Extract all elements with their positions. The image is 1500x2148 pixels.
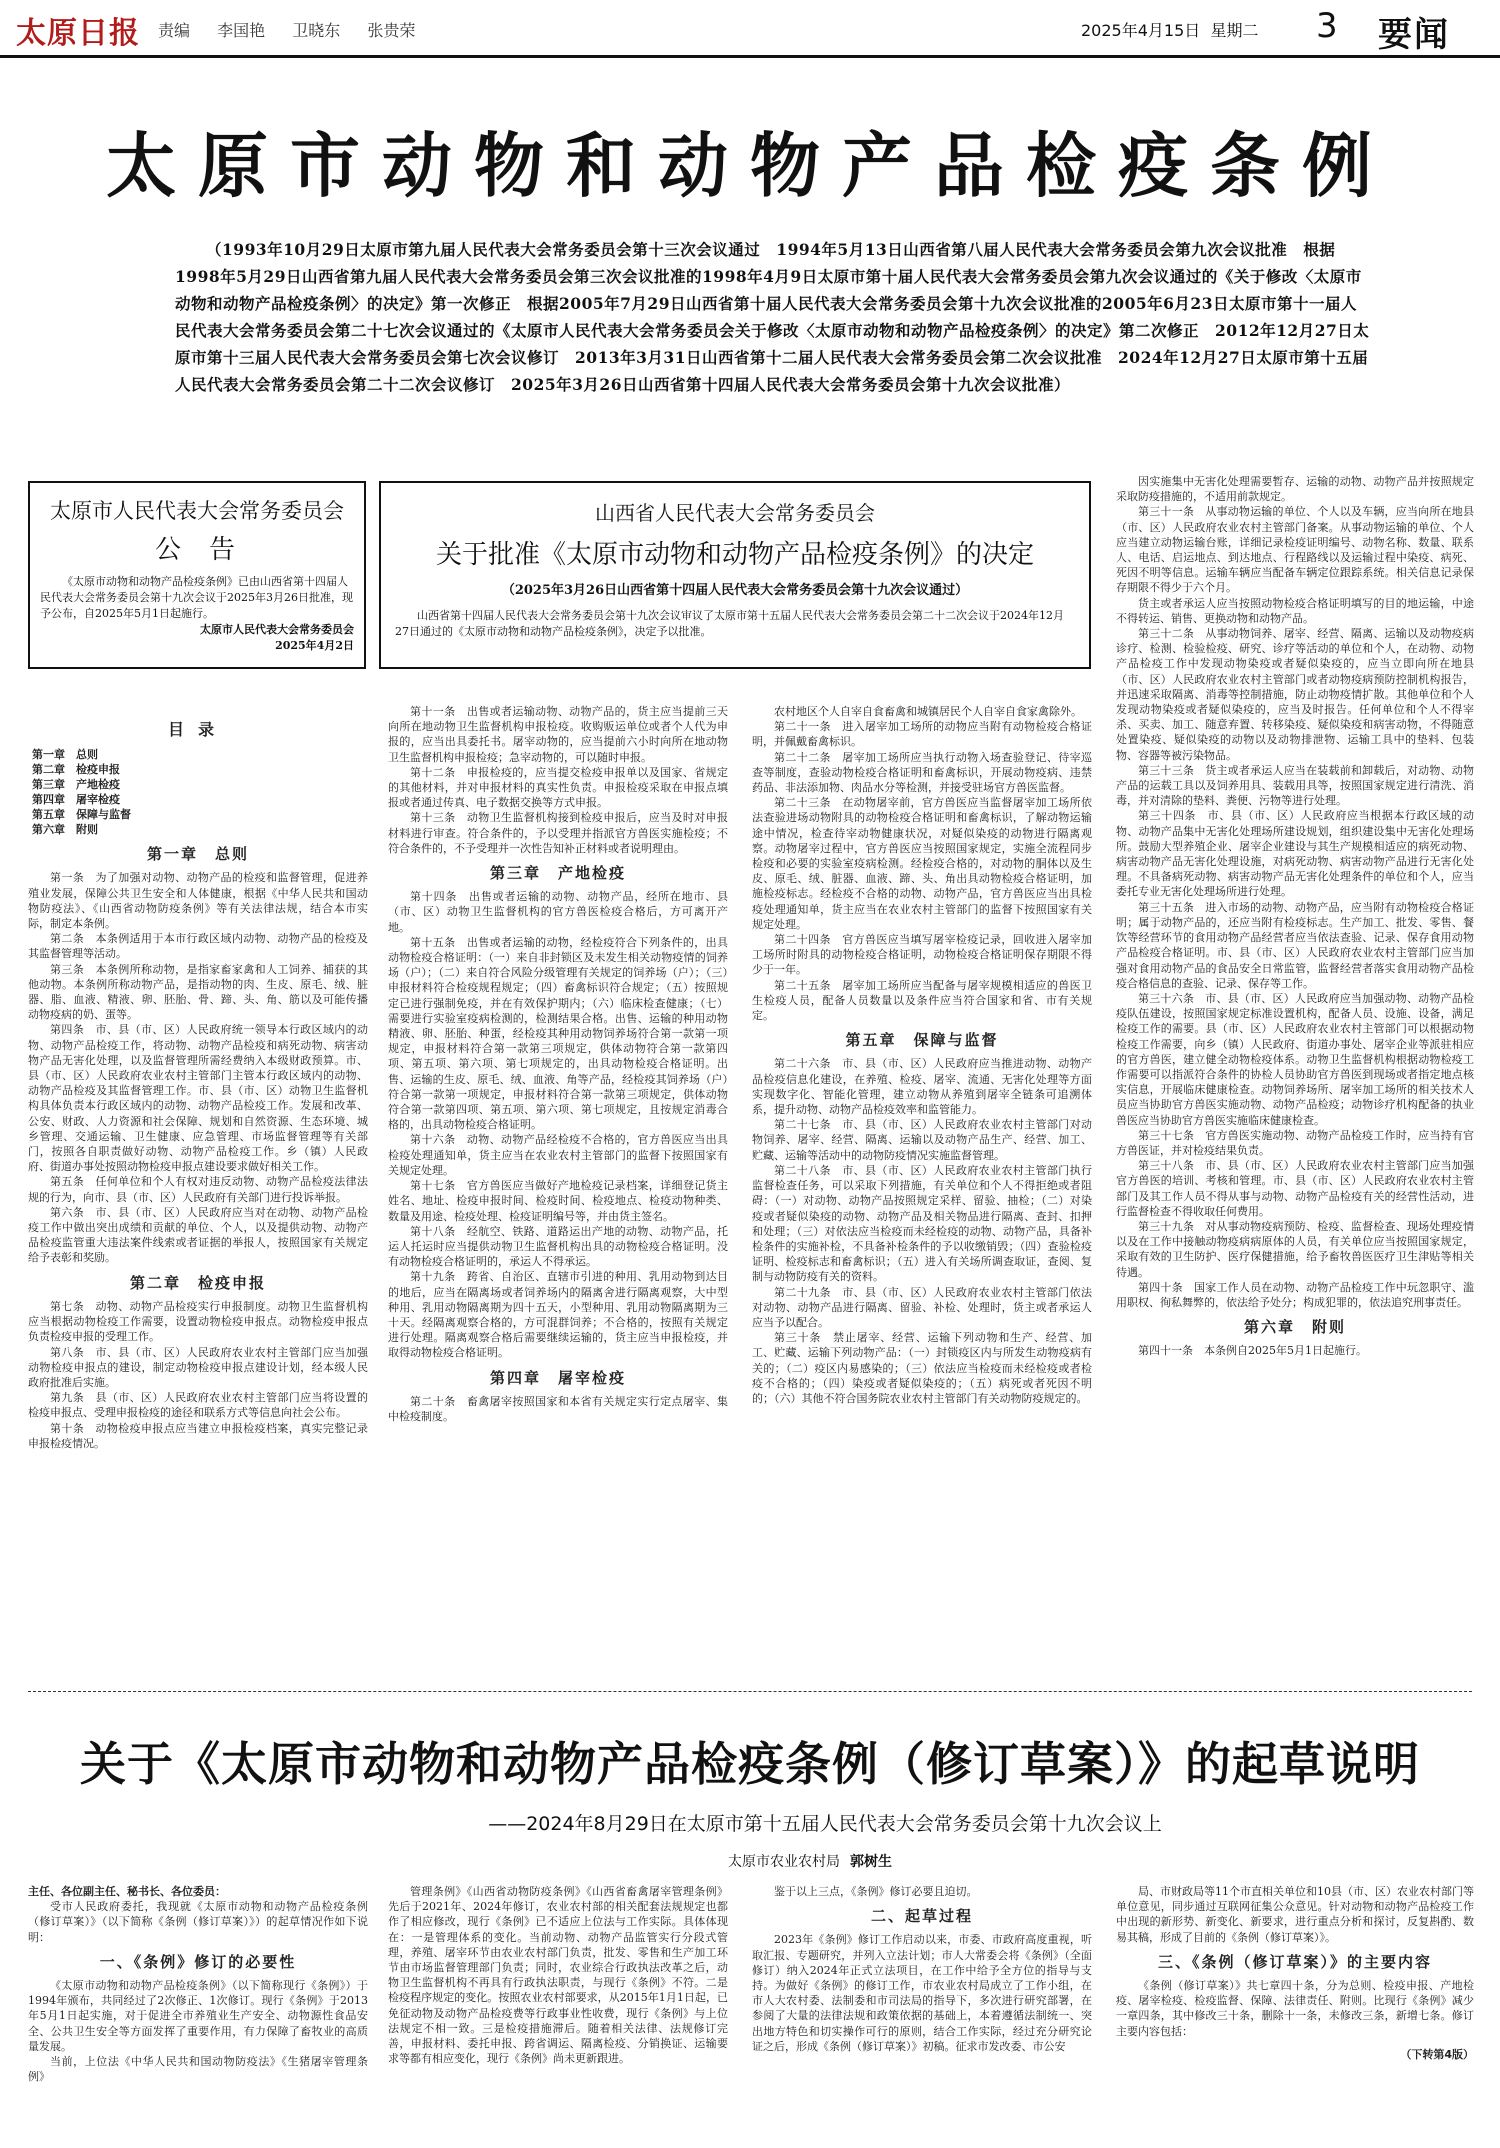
chapter-heading: 第二章 检疫申报 <box>129 1273 266 1292</box>
article-paragraph: 第五条 任何单位和个人有权对违反动物、动物产品检疫法律法规的行为，向市、县（市、区）人民政府有关部门进行投诉举报。 <box>28 1175 368 1204</box>
chapter-heading: 第三章 产地检疫 <box>489 864 626 883</box>
author-org: 太原市农业农村局 <box>728 1854 840 1870</box>
article-paragraph: 鉴于以上三点，《条例》修订必要且迫切。 <box>774 1885 978 1898</box>
editor-name: 李国艳 <box>217 21 266 40</box>
article-column-2 <box>388 704 728 1676</box>
decision-title: 关于批准《太原市动物和动物产品检疫条例》的决定 <box>435 540 1034 570</box>
article-paragraph: 第十七条 官方兽医应当做好产地检疫记录档案，详细登记货主姓名、地址、检疫申报时间、检疫时间、检疫地点、检疫动物种类、数量及用途、检疫处理、检疫证明编号等，并由货主签名。 <box>388 1179 728 1223</box>
article-paragraph: 《条例（修订草案）》共七章四十条，分为总则、检疫申报、产地检疫、屠宰检疫、检疫监督、保障、法律责任、附则。比现行《条例》减少一章四条，其中修改三十条，删除十一条，未修改三条，新增七条。修订主要内容包括： <box>1116 1979 1474 2038</box>
article-paragraph: 第二十四条 官方兽医应当填写屠宰检疫记录，回收进入屠宰加工场所时附具的动物检疫合格证明，动物检疫合格证明保存期限不得少于一年。 <box>752 933 1092 977</box>
article-paragraph: 当前，上位法《中华人民共和国动物防疫法》《生猪屠宰管理条例》 <box>28 2055 368 2084</box>
announcement-issuer: 太原市人民代表大会常务委员会 <box>50 499 344 523</box>
article-paragraph: 《太原市动物和动物产品检疫条例》（以下简称现行《条例》）于1994年颁布，共同经过了2次修正、1次修订。现行《条例》于2013年5月1日起实施，对于促进全市养殖业生产安全、动物源性食品安全、公共卫生安全等方面发挥了重要作用，有力保障了畜牧业的高质量发展。 <box>28 1979 368 2053</box>
section-name: 要闻 <box>1378 15 1450 55</box>
article-paragraph: 2023年《条例》修订工作启动以来，市委、市政府高度重视，听取汇报、专题研究，并列入立法计划；市人大常委会将《条例》（全面修订）纳入2024年正式立法项目，在工作中给予全方位的指导与支持。为做好《条例》的修订工作，市农业农村局成立了工作小组，在市人大农村委、法制委和市司法局的指导下，多次进行研究部署，在参阅了大量的法律法规和政策依据的基础上，本着遵循法制统一、突出地方特色和切实操作可行的原则，结合工作实际，经过充分研究论证之后，形成《条例（修订草案）》初稿。征求市发改委、市公安 <box>752 1933 1092 2053</box>
announcement-title: 公告 <box>154 535 263 565</box>
article-paragraph: 第二十条 畜禽屠宰按照国家和本省有关规定实行定点屠宰、集中检疫制度。 <box>388 1394 728 1423</box>
editor-name: 张贵荣 <box>367 21 416 40</box>
section-divider <box>28 1691 1472 1692</box>
editor-label: 责编 <box>158 21 191 40</box>
article-paragraph: 第三十条 禁止屠宰、经营、运输下列动物和生产、经营、加工、贮藏、运输下列动物产品：（一）封锁疫区内与所发生动物疫病有关的；（二）疫区内易感染的；（三）依法应当检疫而未经检疫或者检疫不合格的；（四）染疫或者疑似染疫的；（五）病死或者死因不明的；（六）其他不符合国务院农业农村主管部门有关动物防疫规定的。 <box>752 1331 1092 1405</box>
article-paragraph: 第四十一条 本条例自2025年5月1日起施行。 <box>1138 1344 1367 1358</box>
article-paragraph: 第九条 县（市、区）人民政府农业农村主管部门应当将设置的检疫申报点、受理申报检疫的途径和联系方式等信息向社会公布。 <box>28 1391 368 1420</box>
article-paragraph: 第二十七条 市、县（市、区）人民政府农业农村主管部门对动物饲养、屠宰、经营、隔离、运输以及动物产品生产、经营、加工、贮藏、运输等活动中的动物防疫情况实施监督管理。 <box>752 1118 1092 1162</box>
article-paragraph: 第十五条 出售或者运输的动物，经检疫符合下列条件的，出具动物检疫合格证明：（一）来自非封锁区及未发生相关动物疫情的饲养场（户）；（二）来自符合风险分级管理有关规定的饲养场（户）；（三）申报材料符合检疫规程规定；（四）畜禽标识符合规定；（五）按照规定已进行强制免疫，并在有效保护期内；（六）临床检查健康；（七）需要进行实验室疫病检测的，检测结果合格。出售、运输的种用动物精液、卵、胚胎、种蛋，经检疫其种用动物饲养场符合第一款第一项规定，申报材料符合第一款第三项规定，供体动物符合第一款第四项、第五项、第六项、第七项规定的，出具动物检疫合格证明。出售、运输的生皮、原毛、绒、血液、角等产品，经检疫其饲养场（户）符合第一款第一项规定，申报材料符合第一款第三项规定，供体动物符合第一款第四项、第五项、第六项、第七项规定，且按规定消毒合格的，出具动物检疫合格证明。 <box>388 935 728 1132</box>
toc-item[interactable]: 第二章 检疫申报 <box>32 763 120 777</box>
decision-body: 山西省第十四届人民代表大会常务委员会第十九次会议审议了太原市第十五届人民代表大会常务委员会第二十二次会议于2024年12月27日通过的《太原市动物和动物产品检疫条例》，决定予以批准。 <box>395 609 1064 638</box>
decision-issuer: 山西省人民代表大会常务委员会 <box>595 501 875 525</box>
announcement-body: 《太原市动物和动物产品检疫条例》已由山西省第十四届人民代表大会常务委员会第十九次会议于2025年3月26日批准，现予公布，自2025年5月1日起施行。 <box>40 575 353 620</box>
article-paragraph: 第八条 市、县（市、区）人民政府农业农村主管部门应当加强动物检疫申报点的建设，制定动物检疫申报点建设计划，经本级人民政府批准后实施。 <box>28 1345 368 1389</box>
article-paragraph: 局、市财政局等11个市直相关单位和10县（市、区）农业农村部门等单位意见，同步通过互联网征集公众意见。针对动物和动物产品检疫工作中出现的新形势、新变化、新要求，进行重点分析和探讨，反复斟酌、数易其稿，形成了目前的《条例（修订草案）》。 <box>1116 1885 1474 1944</box>
article-paragraph: 第三十五条 进入市场的动物、动物产品，应当附有动物检疫合格证明；属于动物产品的，还应当附有检疫标志。生产加工、批发、零售、餐饮等经营环节的食用动物产品经营者应当依法查验、记录、保存食用动物产品检疫合格证明。市、县（市、区）人民政府农业农村主管部门应当加强对食用动物产品的食品安全日常监管，监督经营者落实食用动物产品检疫合格信息的查验、记录、保存等工作。 <box>1116 900 1474 990</box>
article-paragraph: 第二十一条 进入屠宰加工场所的动物应当附有动物检疫合格证明，并佩戴畜禽标识。 <box>752 720 1092 749</box>
article-paragraph: 第二十二条 屠宰加工场所应当执行动物入场查验登记、待宰巡查等制度，查验动物检疫合格证明和畜禽标识，开展动物疫病、违禁药品、非法添加物、肉品水分等检测，并接受驻场官方兽医监督。 <box>752 750 1092 795</box>
article-paragraph: 第十九条 跨省、自治区、直辖市引进的种用、乳用动物到达目的地后，应当在隔离场或者饲养场内的隔离舍进行隔离观察，大中型种用、乳用动物隔离期为四十五天，小型种用、乳用动物隔离期为三十天。经隔离观察合格的，方可混群饲养；不合格的，按照有关规定进行处理。隔离观察合格后需要继续运输的，货主应当申报检疫，并取得动物检疫合格证明。 <box>388 1270 728 1360</box>
explanation-column-1 <box>28 1884 368 2139</box>
article-paragraph: 第十四条 出售或者运输的动物、动物产品，经所在地市、县（市、区）动物卫生监督机构的官方兽医检疫合格后，方可离开产地。 <box>388 890 728 934</box>
article-paragraph: 第三条 本条例所称动物，是指家畜家禽和人工饲养、捕获的其他动物。本条例所称动物产品，是指动物的肉、生皮、原毛、绒、脏器、脂、血液、精液、卵、胚胎、骨、蹄、头、角、筋以及可能传播动物疫病的奶、蛋等。 <box>28 962 368 1022</box>
chapter-heading: 第六章 附则 <box>1243 1318 1346 1337</box>
article-paragraph: 第二十五条 屠宰加工场所应当配备与屠宰规模相适应的兽医卫生检疫人员，配备人员数量以及条件应当符合国家和省、市有关规定。 <box>752 978 1092 1023</box>
article-column-1 <box>28 716 368 1676</box>
announcement-date: 2025年4月2日 <box>275 639 354 652</box>
article-paragraph: 第三十四条 市、县（市、区）人民政府应当根据本行政区域的动物、动物产品集中无害化处理场所建设规划，组织建设集中无害化处理场所。鼓励大型养殖企业、屠宰企业建设与其生产规模相适应的病死动物、病害动物产品无害化处理设施，对病死动物、病害动物产品进行无害化处理。不具备病死动物、病害动物产品无害化处理条件的单位和个人，应当委托专业无害化处理场所进行处理。 <box>1116 809 1474 899</box>
article-paragraph: 第六条 市、县（市、区）人民政府应当对在动物、动物产品检疫工作中做出突出成绩和贡献的单位、个人，以及提供动物、动物产品检疫监管重大违法案件线索或者证据的举报人，按照国家有关规定给予表彰和奖励。 <box>28 1205 368 1265</box>
section-heading: 二、起草过程 <box>870 1907 973 1926</box>
article-paragraph: 第三十八条 市、县（市、区）人民政府农业农村主管部门应当加强官方兽医的培训、考核和管理。市、县（市、区）人民政府农业农村主管部门及其工作人员不得从事与动物、动物产品检疫有关的经营性活动，进行监督检查不得收取任何费用。 <box>1116 1159 1474 1218</box>
explanation-column-4 <box>1116 1884 1474 2142</box>
section-heading: 三、《条例（修订草案）》的主要内容 <box>1157 1952 1432 1971</box>
article-paragraph: 第四条 市、县（市、区）人民政府统一领导本行政区域内的动物、动物产品检疫工作，将动物、动物产品检疫和病死动物、病害动物产品无害化处理，以及监督管理所需经费纳入本级财政预算。市、县（市、区）人民政府农业农村主管部门主管本行政区域内的动物、动物产品检疫及其监督管理工作。市、县（市、区）动物卫生监督机构具体负责本行政区域内的动物、动物产品检疫工作。发展和改革、公安、财政、人力资源和社会保障、规划和自然资源、生态环境、城乡管理、交通运输、卫生健康、应急管理、市场监督管理等有关部门，按照各自职责做好动物、动物产品检疫工作。乡（镇）人民政府、街道办事处按照动物检疫申报点建设要求做好相关工作。 <box>28 1023 368 1174</box>
article-paragraph: 第二十九条 市、县（市、区）人民政府农业农村主管部门依法对动物、动物产品进行隔离、留验、补检、处理时，货主或者承运人应当予以配合。 <box>752 1285 1092 1329</box>
decision-box <box>379 481 1091 669</box>
toc-item[interactable]: 第五章 保障与监督 <box>32 808 131 822</box>
article-paragraph: 第三十九条 对从事动物疫病预防、检疫、监督检查、现场处理疫情以及在工作中接触动物疫病病原体的人员，有关单位应当按照国家规定，采取有效的卫生防护、医疗保健措施，给予畜牧兽医医疗卫生津贴等相关待遇。 <box>1116 1219 1474 1279</box>
article-paragraph: 第七条 动物、动物产品检疫实行申报制度。动物卫生监督机构应当根据动物检疫工作需要，设置动物检疫申报点。动物检疫申报点负责检疫申报的受理工作。 <box>28 1299 368 1344</box>
masthead <box>0 0 1500 58</box>
author-name: 郭树生 <box>850 1854 892 1870</box>
article-paragraph: 第二十三条 在动物屠宰前，官方兽医应当监督屠宰加工场所依法查验进场动物附具的动物检疫合格证明和畜禽标识，了解动物运输途中情况，检查待宰动物健康状况，对疑似染疫的动物进行隔离观察。动物屠宰过程中，官方兽医应当按照国家规定，实施全流程同步检疫和必要的实验室疫病检测。经检疫合格的，对动物的胴体以及生皮、原毛、绒、脏器、血液、蹄、头、角出具动物检疫合格证明，加施检疫标志。经检疫不合格的动物、动物产品，官方兽医应当出具检疫处理通知单，货主应当在农业农村主管部门的监督下按照国家有关规定处理。 <box>752 796 1092 931</box>
article-paragraph: 第二十六条 市、县（市、区）人民政府应当推进动物、动物产品检疫信息化建设，在养殖、检疫、屠宰、流通、无害化处理等方面实现数字化、智能化管理，建立动物从养殖到屠宰全链条可追溯体系，提升动物、动物产品检疫效率和监管能力。 <box>752 1057 1092 1117</box>
article-paragraph: 第三十一条 从事动物运输的单位、个人以及车辆，应当向所在地县（市、区）人民政府农业农村主管部门备案。从事动物运输的单位、个人应当建立动物运输台账，详细记录检疫证明编号、动物名称、数量、联系人、电话、启运地点、到达地点、行程路线以及运输过程中染疫、病死、死因不明等信息。运输车辆应当配备车辆定位跟踪系统。相关信息记录保存期限不得少于六个月。 <box>1116 505 1474 595</box>
chapter-heading: 第一章 总则 <box>146 845 249 864</box>
article-paragraph: 第十一条 出售或者运输动物、动物产品的，货主应当提前三天向所在地动物卫生监督机构申报检疫。收购贩运单位或者个人代为申报的，应当出具委托书。屠宰动物的，应当提前六小时向所在地动物卫生监督机构申报检疫；急宰动物的，可以随时申报。 <box>388 705 728 764</box>
article-paragraph: 第四十条 国家工作人员在动物、动物产品检疫工作中玩忽职守、滥用职权、徇私舞弊的，依法给予处分；构成犯罪的，依法追究刑事责任。 <box>1116 1280 1474 1309</box>
article-paragraph: 第十条 动物检疫申报点应当建立申报检疫档案，真实完整记录申报检疫情况。 <box>28 1421 368 1450</box>
chapter-heading: 第五章 保障与监督 <box>845 1031 999 1050</box>
continued-notice[interactable]: （下转第4版） <box>1400 2047 1474 2061</box>
regulation-preamble: （1993年10月29日太原市第九届人民代表大会常务委员会第十三次会议通过 1994年5月13日山西省第八届人民代表大会常务委员会第九次会议批准 根据1998年5月29日山西省第九届人民代表大会常务委员会第三次会议批准的1998年4月9日太原市第十届人民代表大会常务委员会第九次会议通过的《关于修改〈太原市动物和动物产品检疫条例〉的决定》第一次修正 根据2005年7月29日山西省第十届人民代表大会常务委员会第十九次会议批准的2005年6月23日太原市第十一届人民代表大会常务委员会第二十七次会议通过的《太原市人民代表大会常务委员会关于修改〈太原市动物和动物产品检疫条例〉的决定》第二次修正 2012年12月27日太原市第十三届人民代表大会常务委员会第七次会议修订 2013年3月31日山西省第十二届人民代表大会常务委员会第二次会议批准 2024年12月27日太原市第十五届人民代表大会常务委员会第二十二次会议修订 2025年3月26日山西省第十四届人民代表大会常务委员会第十九次会议批准） <box>175 240 1370 394</box>
article-paragraph: 第三十六条 市、县（市、区）人民政府应当加强动物、动物产品检疫队伍建设，按照国家规定标准设置机构，配备人员、设施、设备，满足检疫工作的需要。县（市、区）人民政府农业农村主管部门可以根据动物检疫工作需要，向乡（镇）人民政府、街道办事处、屠宰企业等派驻相应的官方兽医，建立健全动物检疫体系。动物卫生监督机构根据动物检疫工作需要可以指派符合条件的协检人员协助官方兽医到现场或者指定地点核实信息，开展临床健康检查。动物饲养场所、屠宰加工场所的相关技术人员应当协助官方兽医实施动物、动物产品检疫；动物诊疗机构配备的执业兽医应当协助官方兽医实施临床健康检查。 <box>1116 991 1474 1127</box>
toc-item[interactable]: 第六章 附则 <box>32 823 98 837</box>
article-paragraph: 第二条 本条例适用于本市行政区域内动物、动物产品的检疫及其监督管理等活动。 <box>28 932 368 961</box>
issue-date <box>1081 18 1258 41</box>
article-paragraph: 第三十七条 官方兽医实施动物、动物产品检疫工作时，应当持有官方兽医证，并对检疫结果负责。 <box>1116 1128 1474 1157</box>
explanation-column-2 <box>388 1884 728 2139</box>
article-paragraph: 第十二条 申报检疫的，应当提交检疫申报单以及国家、省规定的其他材料，并对申报材料的真实性负责。申报检疫采取在申报点填报或者通过传真、电子数据交换等方式申报。 <box>388 765 728 810</box>
article-paragraph: 第一条 为了加强对动物、动物产品的检疫和监督管理，促进养殖业发展，保障公共卫生安全和人体健康，根据《中华人民共和国动物防疫法》、《山西省动物防疫条例》等有关法律法规，结合本市实际，制定本条例。 <box>28 871 368 931</box>
page-number: 3 <box>1316 6 1338 46</box>
article-paragraph: 第十六条 动物、动物产品经检疫不合格的，官方兽医应当出具检疫处理通知单，货主应当在农业农村主管部门的监督下按照国家有关规定处理。 <box>388 1133 728 1177</box>
explanation-title: 关于《太原市动物和动物产品检疫条例（修订草案）》的起草说明 <box>80 1737 1420 1791</box>
article-paragraph: 第十三条 动物卫生监督机构接到检疫申报后，应当及时对申报材料进行审查。符合条件的，予以受理并指派官方兽医实施检疫；不符合条件的，不予受理并一次性告知补正材料或者说明理由。 <box>388 811 728 855</box>
editors-line <box>158 18 437 41</box>
editor-name: 卫晓东 <box>292 21 341 40</box>
article-column-3 <box>752 704 1092 1676</box>
weekday-text: 星期二 <box>1210 21 1259 40</box>
regulation-title: 太原市动物和动物产品检疫条例 <box>106 125 1394 207</box>
article-column-4 <box>1116 474 1474 1676</box>
article-paragraph: 受市人民政府委托，我现就《太原市动物和动物产品检疫条例（修订草案）》（以下简称《条例（修订草案）》）的起草情况作如下说明： <box>28 1900 368 1944</box>
article-paragraph: 管理条例》《山西省动物防疫条例》《山西省畜禽屠宰管理条例》先后于2021年、2024年修订，农业农村部的相关配套法规规定也都作了相应修改，现行《条例》已不适应上位法与工作实际。具体体现在：一是管理体系的变化。当前动物、动物产品监管实行分段式管理，养殖、屠宰环节由农业农村部门负责，批发、零售和生产加工环节由市场监督管理部门负责；同时，农业综合行政执法改革之后，动物卫生监督机构不再具有行政执法职责，与现行《条例》不符。二是检疫程序规定的变化。按照农业农村部要求，从2015年1月1日起，已免征动物及动物产品检疫费等行政事业性收费，现行《条例》与上位法规定不相一致。三是检疫措施滞后。随着相关法律、法规修订完善，申报材料、委托申报、跨省调运、隔离检疫、分销换证、运输要求等都有相应变化，现行《条例》尚未更新跟进。 <box>388 1885 728 2066</box>
toc-item[interactable]: 第四章 屠宰检疫 <box>32 793 120 807</box>
article-paragraph: 第三十二条 从事动物饲养、屠宰、经营、隔离、运输以及动物疫病诊疗、检测、检验检疫、研究、诊疗等活动的单位和个人，在动物、动物产品检疫工作中发现动物染疫或者疑似染疫的，应当立即向所在地县（市、区）人民政府农业农村主管部门或者动物疫病预防控制机构报告，并迅速采取隔离、消毒等控制措施，防止动物疫情扩散。其他单位和个人发现动物染疫或者疑似染疫的，应当及时报告。任何单位和个人不得宰杀、买卖、加工、随意弃置、转移染疫、疑似染疫和病害动物，不得随意处置染疫、疑似染疫的动物以及动物排泄物、运输工具中的垫料、包装物、容器等被污染物品。 <box>1116 627 1474 762</box>
announcement-signature: 太原市人民代表大会常务委员会 <box>200 623 354 636</box>
byline <box>0 1851 1500 1871</box>
article-paragraph: 因实施集中无害化处理需要暂存、运输的动物、动物产品并按照规定采取防疫措施的，不适用前款规定。 <box>1116 475 1474 504</box>
salutation: 主任、各位副主任、秘书长、各位委员： <box>28 1885 226 1898</box>
article-paragraph: 货主或者承运人应当按照动物检疫合格证明填写的目的地运输，中途不得转运、销售、更换动物和动物产品。 <box>1116 596 1474 625</box>
newspaper-logo[interactable]: 太原日报 <box>16 16 140 51</box>
chapter-heading: 第四章 屠宰检疫 <box>489 1368 626 1387</box>
explanation-subtitle: ——2024年8月29日在太原市第十五届人民代表大会常务委员会第十九次会议上 <box>488 1813 1162 1835</box>
article-paragraph: 第二十八条 市、县（市、区）人民政府农业农村主管部门执行监督检查任务，可以采取下列措施，有关单位和个人不得拒绝或者阻碍：（一）对动物、动物产品按照规定采样、留验、抽检；（二）对染疫或者疑似染疫的动物、动物产品及相关物品进行隔离、查封、扣押和处理；（三）对依法应当检疫而未经检疫的动物、动物产品，具备补检条件的实施补检，不具备补检条件的予以收缴销毁；（四）查验检疫证明、检疫标志和畜禽标识；（五）进入有关场所调查取证，查阅、复制与动物防疫有关的资料。 <box>752 1163 1092 1284</box>
toc-item[interactable]: 第三章 产地检疫 <box>32 778 120 792</box>
article-paragraph: 农村地区个人自宰自食畜禽和城镇居民个人自宰自食家禽除外。 <box>774 705 1082 718</box>
toc-title: 目录 <box>167 720 228 739</box>
section-heading: 一、《条例》修订的必要性 <box>99 1952 297 1971</box>
date-text: 2025年4月15日 <box>1081 21 1201 40</box>
article-paragraph: 第十八条 经航空、铁路、道路运出产地的动物、动物产品，托运人托运时应当提供动物卫生监督机构出具的动物检疫合格证明。没有动物检疫合格证明的，承运人不得承运。 <box>388 1224 728 1269</box>
toc-item[interactable]: 第一章 总则 <box>32 748 98 762</box>
explanation-column-3 <box>752 1884 1092 2139</box>
announcement-box <box>28 481 366 669</box>
article-paragraph: 第三十三条 货主或者承运人应当在装载前和卸载后，对动物、动物产品的运载工具以及饲养用具、装载用具等，按照国家规定进行清洗、消毒，并对清除的垫料、粪便、污物等进行处理。 <box>1116 763 1474 808</box>
decision-meeting: （2025年3月26日山西省第十四届人民代表大会常务委员会第十九次会议通过） <box>501 583 969 598</box>
